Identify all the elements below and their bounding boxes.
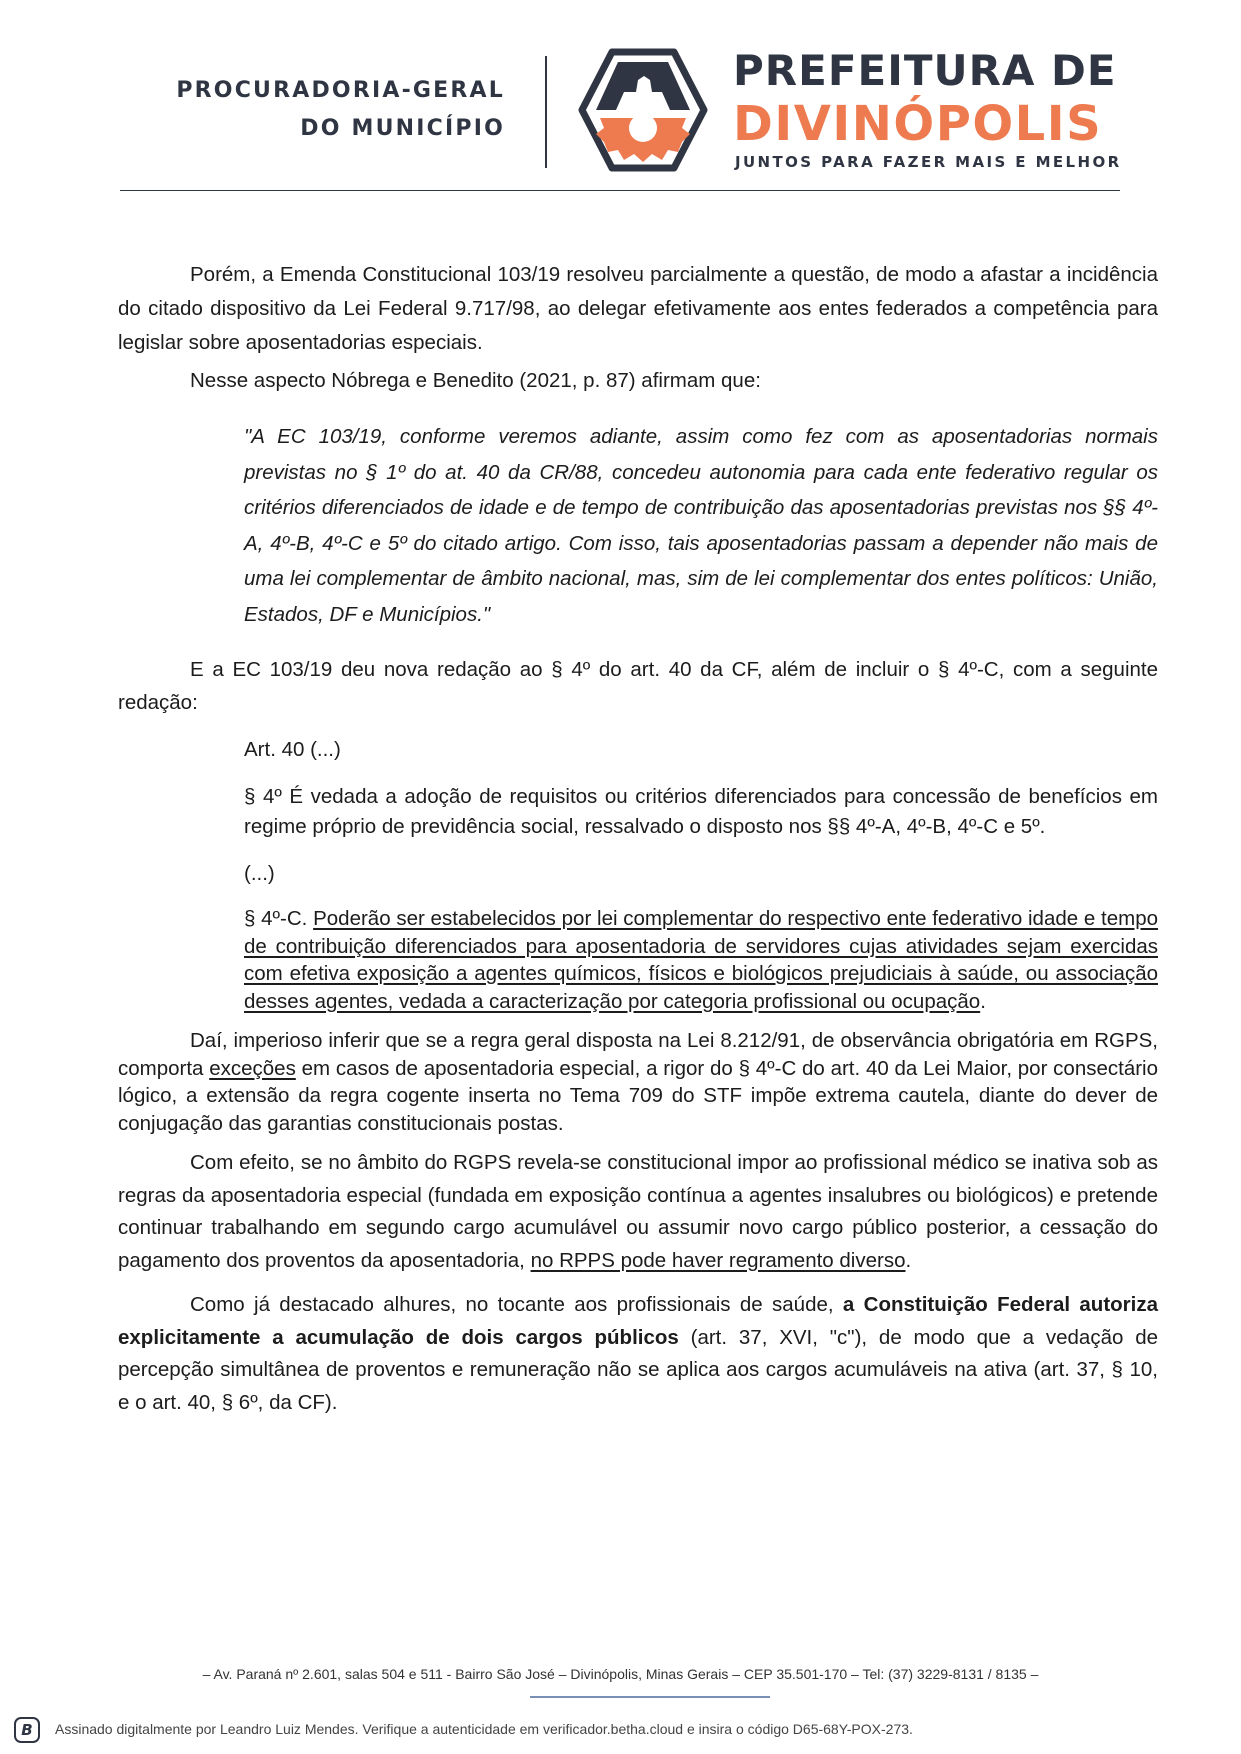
paragraph-5-text-a: Com efeito, se no âmbito do RGPS revela-se constitucional impor ao profissional médico se inativa sob as regras da aposentadoria especial (fundada em exposição contínua a agentes insalubres ou biológicos) e pretende continuar trabalhando em segundo cargo acumulável ou assumir novo cargo público posterior, a cessação do pagamento dos proventos da aposentadoria, [118, 1151, 1158, 1272]
paragraph-5-underlined: no RPPS pode haver regramento diverso [530, 1248, 906, 1272]
article-40-heading: Art. 40 (...) [244, 738, 341, 761]
procuradoria-name [145, 72, 505, 148]
divinopolis-logo-icon [578, 48, 708, 172]
footer-address: – Av. Paraná nº 2.601, salas 504 e 511 - Bairro São José – Divinópolis, Minas Gerais – CEP 35.501-170 – Tel: (37) 3229-8131 / 8135 – [202, 1666, 1039, 1682]
paragraph-4-text-b: em casos de aposentadoria especial, a rigor do § 4º-C do art. 40 da Lei Maior, por consectário lógico, a extensão da regra cogente inserta no Tema 709 do STF impõe extrema cautela, diante do dever de conjugação das garantias constitucionais postas. [118, 1056, 1158, 1135]
header-rule [120, 190, 1120, 191]
article-40-paragraph-4c [244, 905, 1158, 1015]
paragraph-3: E a EC 103/19 deu nova redação ao § 4º do art. 40 da CF, além de incluir o § 4º-C, com a seguinte redação: [118, 658, 1158, 714]
paragraph-4c-underlined-text: Poderão ser estabelecidos por lei complementar do respectivo ente federativo idade e tempo de contribuição diferenciados para aposentadoria de servidores cujas atividades sejam exercidas com efetiva exposição a agentes químicos, físicos e biológicos prejudiciais à saúde, ou associação desses agentes, vedada a caracterização por categoria profissional ou ocupação [244, 907, 1158, 1013]
paragraph-4c-prefix: § 4º-C. [244, 907, 314, 930]
paragraph-4 [118, 1027, 1158, 1137]
paragraph-5-text-b: . [905, 1248, 912, 1272]
prefeitura-city: DIVINÓPOLIS [733, 96, 1103, 152]
prefeitura-title: PREFEITURA DE [733, 46, 1117, 95]
article-40-ellipsis: (...) [244, 861, 275, 885]
prefeitura-slogan: JUNTOS PARA FAZER MAIS E MELHOR [735, 153, 1122, 171]
procuradoria-line-1: PROCURADORIA-GERAL [176, 78, 505, 103]
header-divider [545, 56, 547, 168]
paragraph-4-underlined: exceções [209, 1056, 296, 1080]
paragraph-4-text-a: Daí, imperioso inferir que se a regra geral disposta na Lei 8.212/91, de observância obrigatória em RGPS, comporta [118, 1029, 1158, 1080]
paragraph-4c-suffix: . [980, 989, 986, 1013]
citation-quote: "A EC 103/19, conforme veremos adiante, assim como fez com as aposentadorias normais previstas no § 1º do at. 40 da CR/88, concedeu autonomia para cada ente federativo regular os critérios diferenciados de idade e de tempo de contribuição das aposentadorias previstas nos §§ 4º-A, 4º-B, 4º-C e 5º do citado artigo. Com isso, tais aposentadorias passam a depender não mais de uma lei complementar de âmbito nacional, mas, sim de lei complementar dos entes políticos: União, Estados, DF e Municípios." [244, 425, 1158, 626]
paragraph-1: Porém, a Emenda Constitucional 103/19 resolveu parcialmente a questão, de modo a afastar a incidência do citado dispositivo da Lei Federal 9.717/98, ao delegar efetivamente aos entes federados a competência para legislar sobre aposentadorias especiais. [118, 263, 1158, 354]
paragraph-6-text-b: (art. 37, XVI, "c"), de modo que a vedação de percepção simultânea de proventos e remuneração não se aplica aos cargos acumuláveis na ativa (art. 37, § 10, e o art. 40, § 6º, da CF). [118, 1325, 1159, 1414]
footer-cut-off-line [530, 1693, 770, 1699]
digital-signature-notice: Assinado digitalmente por Leandro Luiz Mendes. Verifique a autenticidade em verificador.betha.cloud e insira o código D65-68Y-POX-273. [55, 1721, 913, 1737]
procuradoria-line-2: DO MUNICÍPIO [300, 116, 505, 141]
paragraph-6 [118, 1289, 1158, 1419]
paragraph-2: Nesse aspecto Nóbrega e Benedito (2021, p. 87) afirmam que: [190, 369, 761, 392]
letterhead [0, 0, 1241, 200]
document-body [118, 258, 1158, 1419]
paragraph-5 [118, 1147, 1158, 1277]
paragraph-6-bold: a Constituição Federal autoriza explicitamente a acumulação de dois cargos públicos [118, 1293, 1158, 1349]
article-40-paragraph-4: § 4º É vedada a adoção de requisitos ou critérios diferenciados para concessão de benefícios em regime próprio de previdência social, ressalvado o disposto nos §§ 4º-A, 4º-B, 4º-C e 5º. [244, 784, 1158, 838]
paragraph-6-text-a: Como já destacado alhures, no tocante aos profissionais de saúde, [190, 1293, 843, 1316]
betha-signature-icon: B [14, 1717, 40, 1743]
